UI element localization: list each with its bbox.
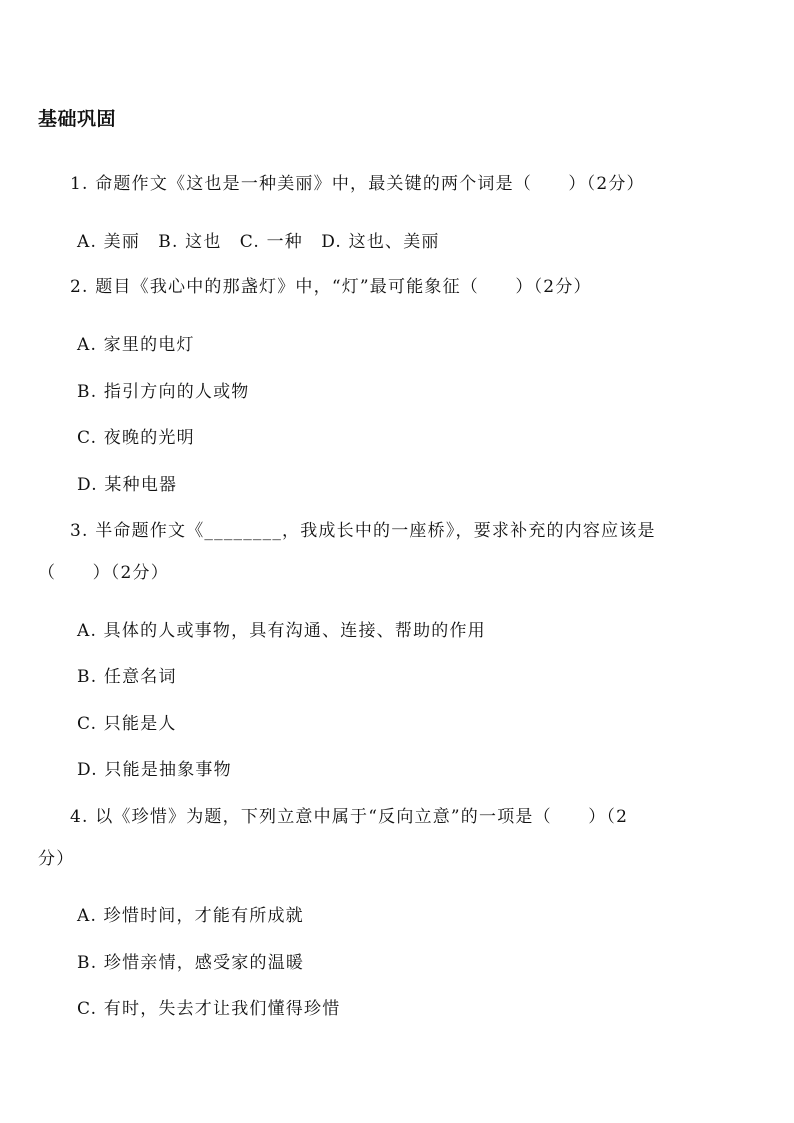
question-2-option-b: B. 指引方向的人或物 <box>77 382 250 402</box>
question-1-options: A. 美丽 B. 这也 C. 一种 D. 这也、美丽 <box>77 232 440 252</box>
question-2-option-c: C. 夜晚的光明 <box>77 428 195 448</box>
question-3-stem-line-2: （ ）（2分） <box>38 563 169 583</box>
question-3-option-d: D. 只能是抽象事物 <box>77 760 232 780</box>
question-4-option-c: C. 有时，失去才让我们懂得珍惜 <box>77 999 341 1019</box>
question-3-stem-line-1: 3. 半命题作文《________，我成长中的一座桥》，要求补充的内容应该是 <box>70 521 656 541</box>
question-4-stem-line-2: 分） <box>38 849 75 869</box>
question-3-option-b: B. 任意名词 <box>77 667 177 687</box>
question-2-option-a: A. 家里的电灯 <box>77 335 195 355</box>
section-title: 基础巩固 <box>38 108 117 130</box>
question-4-option-b: B. 珍惜亲情，感受家的温暖 <box>77 953 305 973</box>
question-2-stem: 2. 题目《我心中的那盏灯》中，“灯”最可能象征（ ）（2分） <box>70 277 592 297</box>
question-2-option-d: D. 某种电器 <box>77 475 178 495</box>
question-4-stem-line-1: 4. 以《珍惜》为题，下列立意中属于“反向立意”的一项是（ ）（2 <box>70 807 629 827</box>
question-4-option-a: A. 珍惜时间，才能有所成就 <box>77 906 304 926</box>
question-3-option-a: A. 具体的人或事物，具有沟通、连接、帮助的作用 <box>77 621 486 641</box>
question-3-option-c: C. 只能是人 <box>77 714 177 734</box>
question-1-stem: 1. 命题作文《这也是一种美丽》中，最关键的两个词是（ ）（2分） <box>70 174 645 194</box>
